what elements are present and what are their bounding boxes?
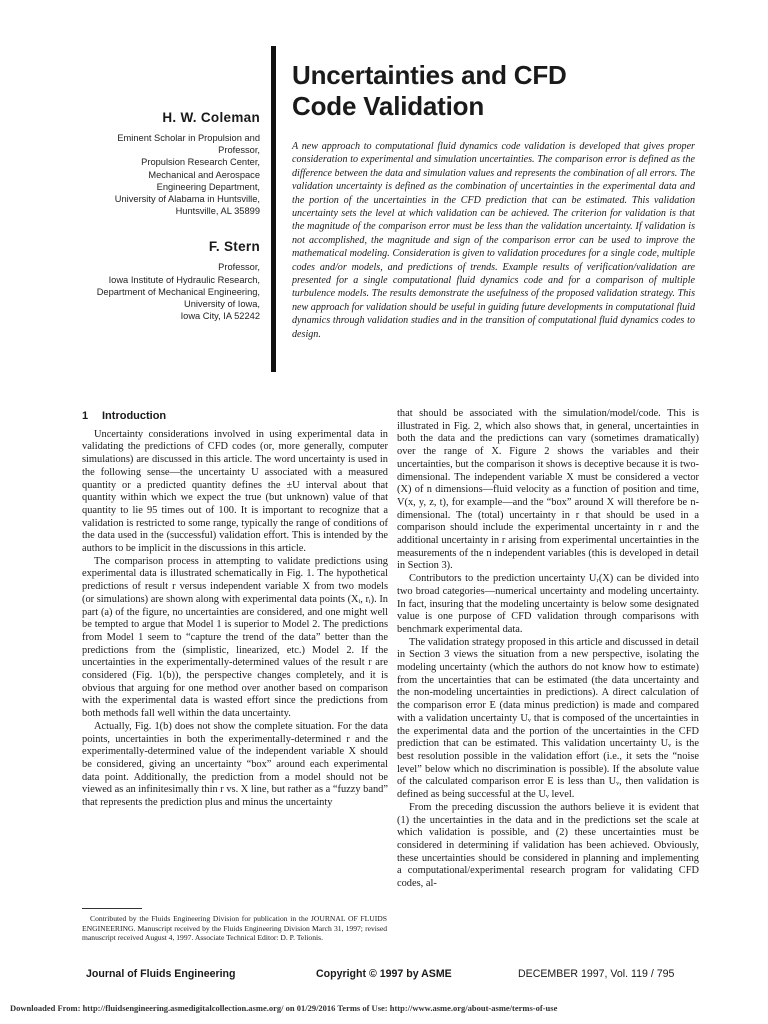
paragraph: Contributors to the prediction uncertainty Uᵣ(X) can be divided into two broad categories—numerical uncertainty and modeling uncertainty. In fact, insuring that the modeling uncertainty is below some designated value is one purpose of CFD validation through comparisons with benchmark experimental data.: [397, 573, 699, 635]
affiliation-line: University of Alabama in Huntsville,: [114, 194, 260, 205]
paragraph: Actually, Fig. 1(b) does not show the complete situation. For the data points, uncertainties in both the experimentally-determined r and the experimentally-determined value of the independent variable X should be considered, giving an uncertainty “box” around each experimental data point. Additionally, the prediction from a model should not be viewed as an infinitesimally thin r vs. X line, but rather as a “fuzzy band” that represents the prediction plus and minus the uncertainty: [82, 720, 388, 809]
footnote-rule: [82, 908, 142, 909]
title-divider-rule: [271, 46, 276, 372]
title-line: Uncertainties and CFD: [292, 60, 567, 90]
affiliation-line: Professor,: [218, 145, 260, 156]
affiliation-line: Propulsion Research Center,: [141, 157, 260, 168]
affiliation-line: Iowa City, IA 52242: [180, 311, 260, 322]
title-line: Code Validation: [292, 91, 485, 121]
author-affiliation: [80, 132, 260, 217]
affiliation-line: Department of Mechanical Engineering,: [96, 286, 260, 297]
affiliation-line: Iowa Institute of Hydraulic Research,: [108, 274, 260, 285]
paragraph: The validation strategy proposed in this article and discussed in detail in Section 3 views the situation from a new perspective, isolating the modeling uncertainty (which the authors do not know how to estimate) from the uncertainties that can be estimated (the data uncertainty and the non-modeling uncertainties in predictions). A direct calculation of the comparison error E (data minus prediction) is made and compared with a validation uncertainty Uᵥ that is composed of the uncertainties in the experimental data and the portion of the uncertainties in the CFD prediction that can be estimated. This validation uncertainty Uᵥ is the best resolution possible in the validation effort (i.e., it sets the “noise level” below which no discrimination is possible). If the absolute value of the calculated comparison error E is less than Uᵥ, then validation is defined as being successful at the Uᵥ level.: [397, 636, 699, 801]
authors-block: [80, 110, 260, 322]
footnote: Contributed by the Fluids Engineering Division for publication in the JOURNAL OF FLUIDS ENGINEERING. Manuscript received by the Fluids Engineering Division March 31, 1997; revised manuscript received August 4, 1997. Associate Technical Editor: D. P. Telionis.: [82, 914, 387, 943]
footer-issue: DECEMBER 1997, Vol. 119 / 795: [518, 968, 675, 980]
section-heading: [82, 410, 388, 423]
download-notice: Downloaded From: http://fluidsengineering.asmedigitalcollection.asme.org/ on 01/29/2016 Terms of Use: http://www.asme.org/about-asme/terms-of-use: [10, 1003, 558, 1013]
author-1: [80, 110, 260, 217]
footer-journal: Journal of Fluids Engineering: [86, 968, 236, 980]
paragraph: that should be associated with the simulation/model/code. This is illustrated in Fig. 2, which also shows that, in general, uncertainties in both the data and the predictions can vary (sometimes dramatically) over the range of X. Figure 2 shows the variables and their uncertainties, but the comparison it shows is deceptive because it is two-dimensional. The independent variable X must be considered a vector (X) of n dimensions—fluid velocity as a function of position and time, V(x, y, z, t), for example—and the “box” around X will therefore be n-dimensional. The (total) uncertainty in r that should be used in a comparison should include the experimental uncertainty in r and the additional uncertainty in r arising from experimental uncertainties in the measurements of the n independent variables (this is developed in detail in Section 3).: [397, 408, 699, 572]
footer-copyright: Copyright © 1997 by ASME: [316, 968, 452, 980]
paragraph: The comparison process in attempting to validate predictions using experimental data is illustrated schematically in Fig. 1. The hypothetical predictions of result r versus independent variable X from two models (or simulations) are shown along with experimental data points (Xᵢ, rᵢ). In part (a) of the figure, no uncertainties are considered, and one might well be tempted to argue that Model 1 is superior to Model 2. The predictions from Model 1 seem to “capture the trend of the data” better than the predictions from the (simplistic, linearized, etc.) Model 2. If the uncertainties in the experimentally-determined values of the result r are considered (Fig. 1(b)), the perspective changes completely, and it is obvious that arguing for one method over another based on comparison with the experimental data is wasted effort since the predictions from both methods fall well within the data uncertainty.: [82, 555, 388, 720]
affiliation-line: Eminent Scholar in Propulsion and: [117, 133, 260, 143]
section-number: 1: [82, 410, 89, 422]
paragraph: From the preceding discussion the authors believe it is evident that (1) the uncertainties in the data and in the predictions set the scale at which validation is possible, and (2) these uncertainties must be considered in determining if validation has been achieved. Obviously, these uncertainties should be considered in planning and implementing a computational/experimental research program for validating CFD codes, al-: [397, 801, 699, 890]
section-title: Introduction: [102, 410, 167, 422]
affiliation-line: Mechanical and Aerospace: [148, 169, 260, 180]
affiliation-line: University of Iowa,: [184, 299, 260, 310]
paragraph: Uncertainty considerations involved in using experimental data in validating the predictions of CFD codes (or, more generally, computer simulations) are discussed in this article. The word uncertainty is used in the following sense—the uncertainty U associated with a measured quantity or a predicted quantity defines the ±U interval about that quantity within which we expect the true (but unknown) value of that quantity to lie 95 times out of 100. It is important to recognize that a validation is restricted to some range, typically the range of conditions of the data used in the (successful) validation effort. This is intended by the authors to be implicit in the discussions in this article.: [82, 428, 388, 555]
author-affiliation: [80, 261, 260, 322]
author-2: [80, 239, 260, 322]
right-column: [397, 408, 699, 891]
author-name: H. W. Coleman: [162, 110, 260, 125]
paper-title: [292, 60, 732, 122]
affiliation-line: Professor,: [218, 262, 260, 273]
abstract: A new approach to computational fluid dynamics code validation is developed that gives proper consideration to experimental and simulation uncertainties. The comparison error is defined as the difference between the data and simulation values and represents the combination of all errors. The validation uncertainty is defined as the combination of uncertainties in the experimental data and the portion of the uncertainties in the CFD prediction that can be estimated. This validation uncertainty sets the level at which validation can be achieved. The criterion for validation is that the magnitude of the comparison error must be less than the validation uncertainty. If validation is not accomplished, the magnitude and sign of the comparison error can be used to improve the mathematical modeling. Consideration is given to validation procedures for a single code, multiple codes and/or models, and predictions of trends. Example results of verification/validation are presented for a single computational fluid dynamics code and for a comparison of multiple turbulence models. The results demonstrate the usefulness of the proposed validation strategy. This new approach for validation should be useful in guiding future developments in computational fluid dynamics through validation studies and in the transition of computational fluid dynamics codes to design.: [292, 141, 695, 340]
left-column: [82, 410, 388, 810]
affiliation-line: Huntsville, AL 35899: [175, 206, 260, 217]
author-name: F. Stern: [208, 239, 260, 255]
affiliation-line: Engineering Department,: [156, 181, 260, 192]
